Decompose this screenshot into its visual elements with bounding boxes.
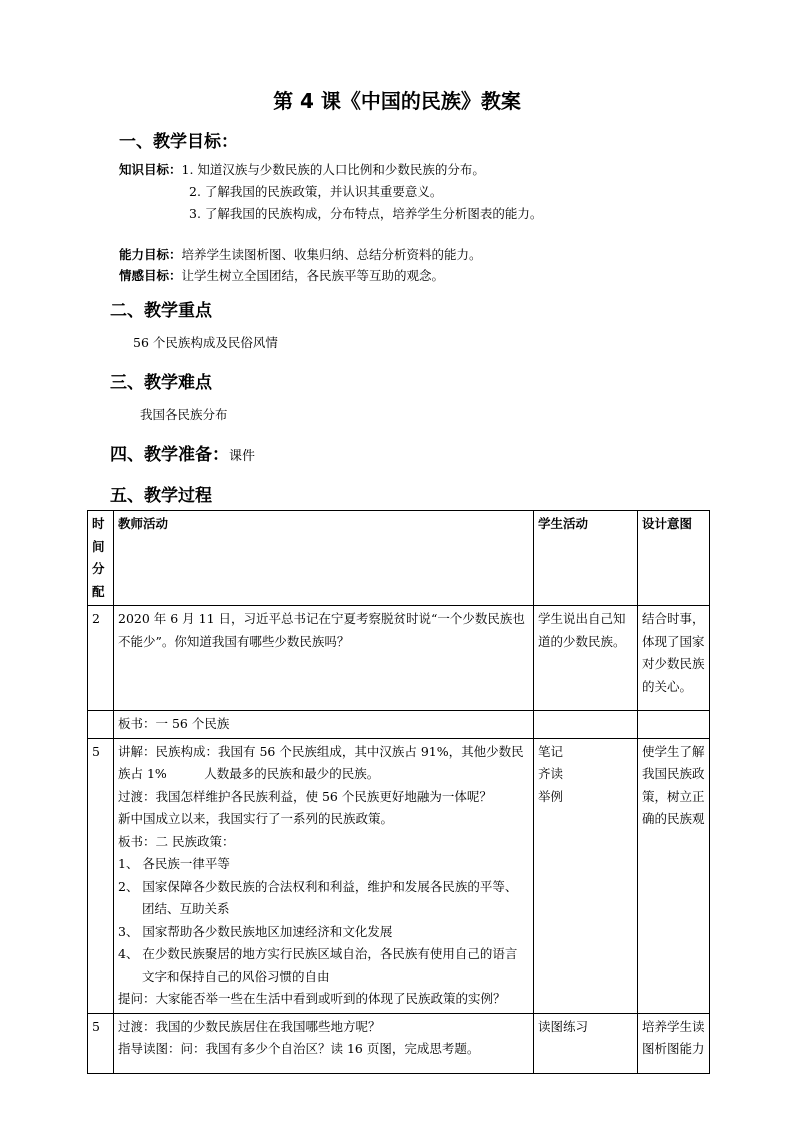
section-heading-preparation bbox=[110, 440, 255, 465]
teacher-line: 指导读图：问：我国有多少个自治区？读 16 页图，完成思考题。 bbox=[118, 1041, 480, 1056]
student-cell: 学生说出自己知道的少数民族。 bbox=[534, 606, 638, 711]
time-cell: 5 bbox=[88, 738, 114, 1013]
student-line: 举例 bbox=[538, 788, 564, 804]
teacher-line: 讲解：民族构成：我国有 56 个民族组成，其中汉族占 91%，其他少数民族占 1% 人数最多的民族和最少的民族。 bbox=[118, 743, 524, 781]
policy-item-3: 3、 国家帮助各少数民族地区加速经济和文化发展 bbox=[118, 923, 393, 939]
table-header-row bbox=[88, 511, 710, 606]
header-student: 学生活动 bbox=[534, 511, 638, 606]
knowledge-item-1: 1. 知道汉族与少数民族的人口比例和少数民族的分布。 bbox=[181, 162, 485, 177]
intent-cell: 培养学生读图析图能力 bbox=[638, 1013, 710, 1073]
emotion-label: 情感目标： bbox=[119, 268, 182, 283]
emotion-objective bbox=[119, 266, 444, 284]
difficulty-content: 我国各民族分布 bbox=[140, 407, 228, 422]
policy-item-1: 1、 各民族一律平等 bbox=[118, 856, 230, 871]
preparation-content: 课件 bbox=[229, 449, 256, 464]
student-cell bbox=[534, 711, 638, 739]
time-cell: 5 bbox=[88, 1013, 114, 1073]
policy-item-2: 2、 国家保障各少数民族的合法权利和利益，维护和发展各民族的平等、团结、互助关系 bbox=[118, 878, 518, 916]
intent-cell bbox=[638, 711, 710, 739]
time-cell: 2 bbox=[88, 606, 114, 711]
teacher-line: 过渡：我国的少数民族居住在我国哪些地方呢？ bbox=[118, 1018, 381, 1034]
table-row bbox=[88, 1013, 710, 1073]
student-line: 笔记 bbox=[538, 743, 564, 759]
teacher-cell: 2020 年 6 月 11 日，习近平总书记在宁夏考察脱贫时说“一个少数民族也不能少”。你知道我国有哪些少数民族吗？ bbox=[114, 606, 534, 711]
student-line: 齐读 bbox=[538, 766, 564, 781]
time-cell bbox=[88, 711, 114, 739]
header-teacher: 教师活动 bbox=[114, 511, 534, 606]
teacher-cell: 板书：一 56 个民族 bbox=[114, 711, 534, 739]
intent-cell: 结合时事，体现了国家对少数民族的关心。 bbox=[638, 606, 710, 711]
section-heading-focus: 二、教学重点 bbox=[110, 301, 212, 321]
section-heading-difficulty: 三、教学难点 bbox=[110, 373, 212, 393]
section-heading-process: 五、教学过程 bbox=[110, 486, 212, 506]
knowledge-objectives bbox=[119, 160, 485, 178]
table-row bbox=[88, 606, 710, 711]
student-cell bbox=[534, 738, 638, 1013]
emotion-text: 让学生树立全国团结，各民族平等互助的观念。 bbox=[181, 268, 445, 283]
teacher-cell bbox=[114, 1013, 534, 1073]
table-row bbox=[88, 711, 710, 739]
teaching-process-table bbox=[87, 510, 710, 1074]
teacher-line: 过渡：我国怎样维护各民族利益，使 56 个民族更好地融为一体呢？ bbox=[118, 788, 492, 804]
header-intent: 设计意图 bbox=[638, 511, 710, 606]
header-time: 时间分配 bbox=[88, 511, 114, 606]
section-heading-objectives: 一、教学目标： bbox=[119, 132, 238, 152]
intent-cell: 使学生了解我国民族政策，树立正确的民族观 bbox=[638, 738, 710, 1013]
knowledge-item-3: 3. 了解我国的民族构成，分布特点，培养学生分析图表的能力。 bbox=[189, 206, 543, 221]
student-cell: 读图练习 bbox=[534, 1013, 638, 1073]
focus-content: 56 个民族构成及民俗风情 bbox=[133, 335, 278, 350]
knowledge-label: 知识目标： bbox=[119, 162, 182, 177]
teacher-line: 新中国成立以来，我国实行了一系列的民族政策。 bbox=[118, 811, 394, 826]
teacher-line: 提问：大家能否举一些在生活中看到或听到的体现了民族政策的实例？ bbox=[118, 991, 506, 1006]
table-row bbox=[88, 738, 710, 1013]
policy-item-4: 4、 在少数民族聚居的地方实行民族区域自治，各民族有使用自己的语言文字和保持自己的风俗习惯的自由 bbox=[118, 946, 518, 984]
page-title: 第 4 课《中国的民族》教案 bbox=[273, 89, 521, 113]
ability-text: 培养学生读图析图、收集归纳、总结分析资料的能力。 bbox=[181, 247, 482, 262]
ability-objective bbox=[119, 245, 482, 263]
knowledge-item-2: 2. 了解我国的民族政策，并认识其重要意义。 bbox=[189, 184, 443, 199]
preparation-label: 四、教学准备： bbox=[110, 445, 229, 465]
ability-label: 能力目标： bbox=[119, 247, 182, 262]
teacher-cell bbox=[114, 738, 534, 1013]
teacher-line: 板书：二 民族政策： bbox=[118, 833, 235, 849]
